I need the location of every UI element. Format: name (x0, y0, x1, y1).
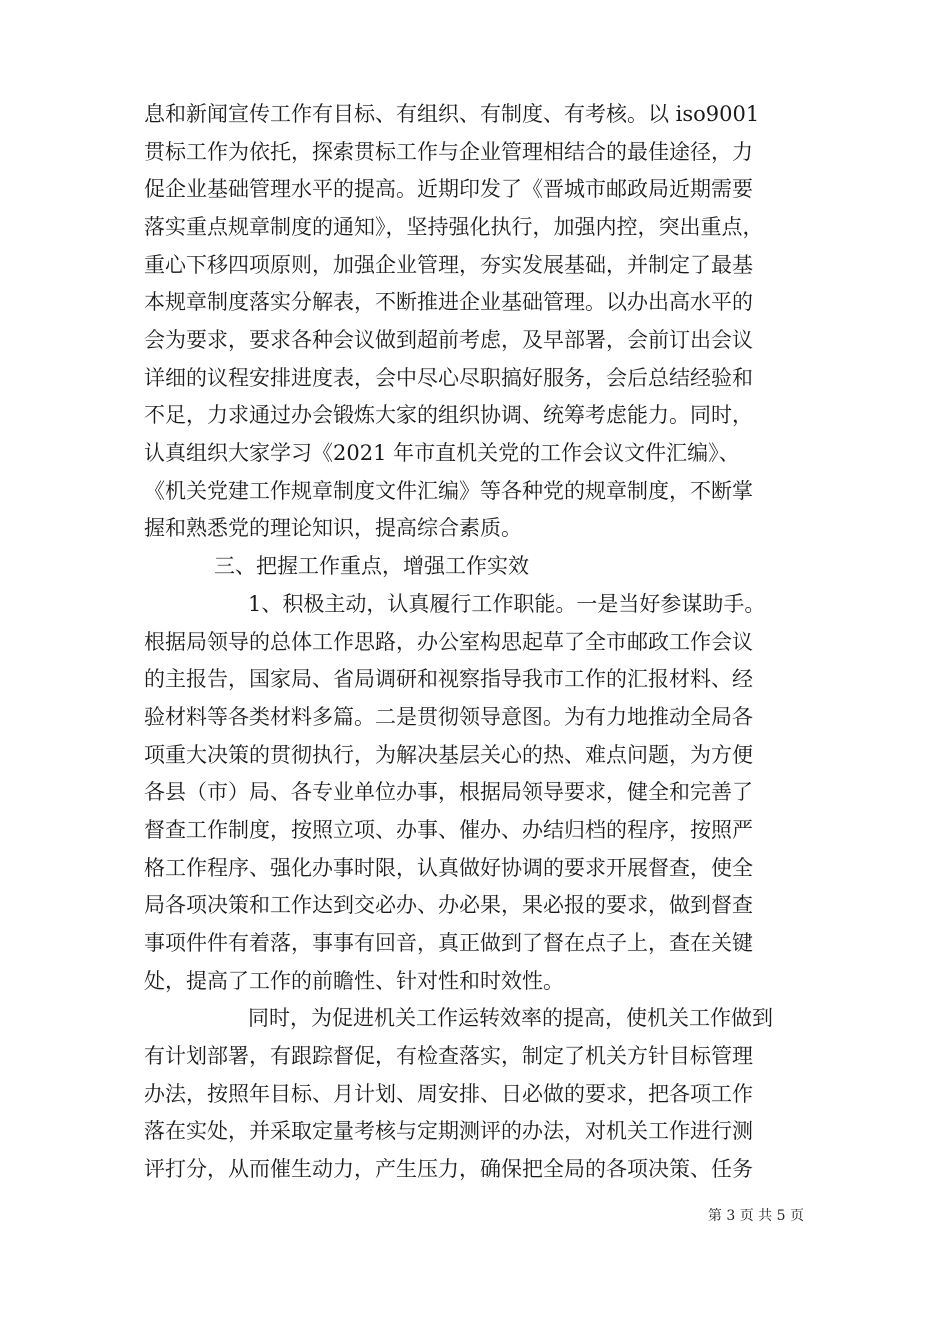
body-line: 重心下移四项原则，加强企业管理，夯实发展基础，并制定了最基 (144, 253, 753, 277)
body-line: 处，提高了工作的前瞻性、针对性和时效性。 (144, 969, 564, 993)
body-line: 的主报告，国家局、省局调研和视察指导我市工作的汇报材料、经 (144, 667, 753, 691)
body-line: 落实重点规章制度的通知》，坚持强化执行，加强内控，突出重点， (144, 215, 764, 239)
body-line: 评打分，从而催生动力，产生压力，确保把全局的各项决策、任务 (144, 1157, 753, 1181)
body-line: 有计划部署，有跟踪督促，有检查落实，制定了机关方针目标管理 (144, 1044, 753, 1068)
body-line: 格工作程序、强化办事时限，认真做好协调的要求开展督查，使全 (144, 856, 753, 880)
body-line: 握和熟悉党的理论知识，提高综合素质。 (144, 516, 522, 540)
body-line: 各县（市）局、各专业单位办事，根据局领导要求，健全和完善了 (144, 780, 753, 804)
body-line: 息和新闻宣传工作有目标、有组织、有制度、有考核。以 iso9001 (144, 102, 760, 126)
body-line: 贯标工作为依托，探索贯标工作与企业管理相结合的最佳途径，力 (144, 140, 753, 164)
section-heading: 三、把握工作重点，增强工作实效 (214, 554, 529, 578)
body-line: 根据局领导的总体工作思路，办公室构思起草了全市邮政工作会议 (144, 630, 753, 654)
body-line: 事项件件有着落，事事有回音，真正做到了督在点子上，查在关键 (144, 931, 753, 955)
body-line: 办法，按照年目标、月计划、周安排、日必做的要求，把各项工作 (144, 1082, 753, 1106)
body-line: 不足，力求通过办会锻炼大家的组织协调、统筹考虑能力。同时， (144, 403, 753, 427)
subsection-heading: 1、积极主动，认真履行工作职能。一是当好参谋助手。 (248, 592, 766, 616)
body-line: 验材料等各类材料多篇。二是贯彻领导意图。为有力地推动全局各 (144, 705, 753, 729)
body-line: 项重大决策的贯彻执行，为解决基层关心的热、难点问题，为方便 (144, 743, 753, 767)
body-line: 局各项决策和工作达到交必办、办必果，果必报的要求，做到督查 (144, 893, 753, 917)
body-line: 详细的议程安排进度表，会中尽心尽职搞好服务，会后总结经验和 (144, 366, 753, 390)
body-line: 认真组织大家学习《2021 年市直机关党的工作会议文件汇编》、 (144, 441, 740, 465)
body-line: 本规章制度落实分解表，不断推进企业基础管理。以办出高水平的 (144, 290, 753, 314)
body-line: 促企业基础管理水平的提高。近期印发了《晋城市邮政局近期需要 (144, 177, 753, 201)
body-line: 督查工作制度，按照立项、办事、催办、办结归档的程序，按照严 (144, 818, 753, 842)
page-footer: 第 3 页 共 5 页 (707, 1208, 804, 1224)
paragraph-start: 同时，为促进机关工作运转效率的提高，使机关工作做到 (248, 1006, 773, 1030)
body-line: 会为要求，要求各种会议做到超前考虑，及早部署，会前订出会议 (144, 328, 753, 352)
body-line: 《机关党建工作规章制度文件汇编》等各种党的规章制度，不断掌 (144, 479, 753, 503)
body-line: 落在实处，并采取定量考核与定期测评的办法，对机关工作进行测 (144, 1119, 753, 1143)
